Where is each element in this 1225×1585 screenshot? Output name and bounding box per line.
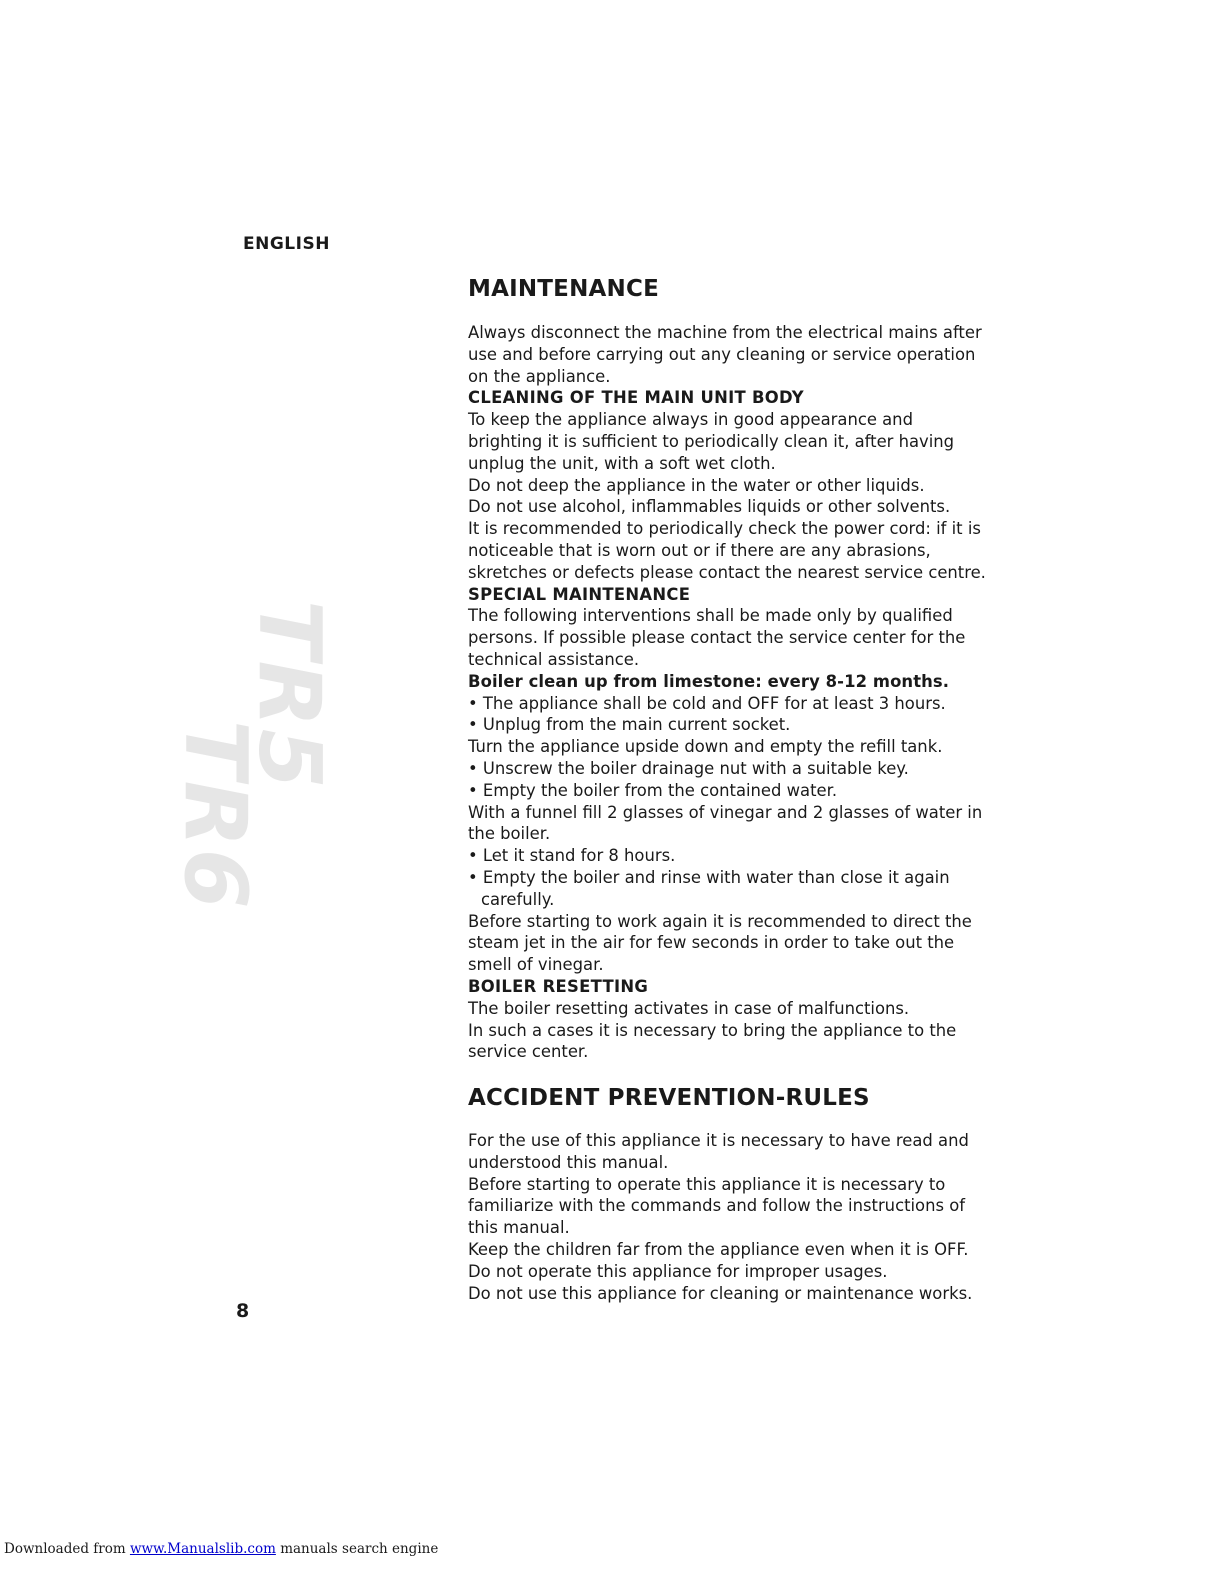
page-number: 8 [236,1300,250,1322]
maintenance-title: MAINTENANCE [468,276,659,302]
accident-paragraph-3: Keep the children far from the appliance even when it is OFF. Do not operate this appliance for improper usages. [468,1240,969,1281]
model-watermark [150,590,360,950]
accident-paragraph-2: Before starting to operate this appliance it is necessary to familiarize with the commands and follow the instructions of this manual. [468,1174,966,1238]
footer-prefix: Downloaded from [4,1541,130,1557]
boiler-step-4: • Unscrew the boiler drainage nut with a suitable key. [468,758,909,778]
boiler-resetting-paragraph-2: In such a cases it is necessary to bring the appliance to the service center. [468,1020,957,1062]
language-label: ENGLISH [243,234,330,254]
boiler-step-1: • The appliance shall be cold and OFF for at least 3 hours. [468,693,946,713]
footer-suffix: manuals search engine [275,1541,439,1557]
accident-paragraph-1: For the use of this appliance it is necessary to have read and understood this manual. [468,1131,969,1172]
boiler-step-5: • Empty the boiler from the contained water. [468,780,838,800]
maintenance-intro: Always disconnect the machine from the electrical mains after use and before carrying out any cleaning or service operation on the appliance. [468,323,982,386]
boiler-resetting-paragraph-1: The boiler resetting activates in case of malfunctions. [468,998,910,1018]
cleaning-paragraph-2: Do not deep the appliance in the water or other liquids. [468,475,925,495]
watermark-model-tr5: TR5 [239,600,339,791]
boiler-step-7: • Let it stand for 8 hours. [468,846,676,866]
accident-prevention-title: ACCIDENT PREVENTION-RULES [468,1085,870,1112]
cleaning-heading: CLEANING OF THE MAIN UNIT BODY [468,388,804,408]
model-watermark-graphic [150,590,360,950]
cleaning-paragraph-1: To keep the appliance always in good appearance and brighting it is sufficient to periodically clean it, after having unplug the unit, with a soft wet cloth. [468,410,955,473]
special-maintenance-heading: SPECIAL MAINTENANCE [468,584,691,604]
boiler-after-steps: Before starting to work again it is recommended to direct the steam jet in the air for few seconds in order to take out the smell of vinegar. [468,911,972,975]
main-content [468,274,988,1304]
boiler-step-3: Turn the appliance upside down and empty the refill tank. [468,737,943,757]
watermark-model-tr6: TR6 [165,720,265,911]
boiler-step-2: • Unplug from the main current socket. [468,715,791,735]
manualslib-link[interactable]: www.Manualslib.com [129,1541,276,1557]
boiler-resetting-heading: BOILER RESETTING [468,976,649,996]
accident-paragraph-4: Do not use this appliance for cleaning or maintenance works. [468,1283,973,1303]
special-maintenance-paragraph: The following interventions shall be made only by qualified persons. If possible please contact the service center for the technical assistance. [468,606,966,669]
cleaning-paragraph-3: Do not use alcohol, inflammables liquids or other solvents. [468,497,951,517]
boiler-step-6: With a funnel fill 2 glasses of vinegar and 2 glasses of water in the boiler. [468,802,983,844]
cleaning-paragraph-4: It is recommended to periodically check the power cord: if it is noticeable that is worn out or if there are any abrasions, skretches or defects please contact the nearest service centre. [468,519,986,582]
download-footer [4,1541,438,1557]
boiler-clean-heading: Boiler clean up from limestone: every 8-12 months. [468,671,950,691]
boiler-step-8: • Empty the boiler and rinse with water than close it again carefully. [468,867,950,909]
